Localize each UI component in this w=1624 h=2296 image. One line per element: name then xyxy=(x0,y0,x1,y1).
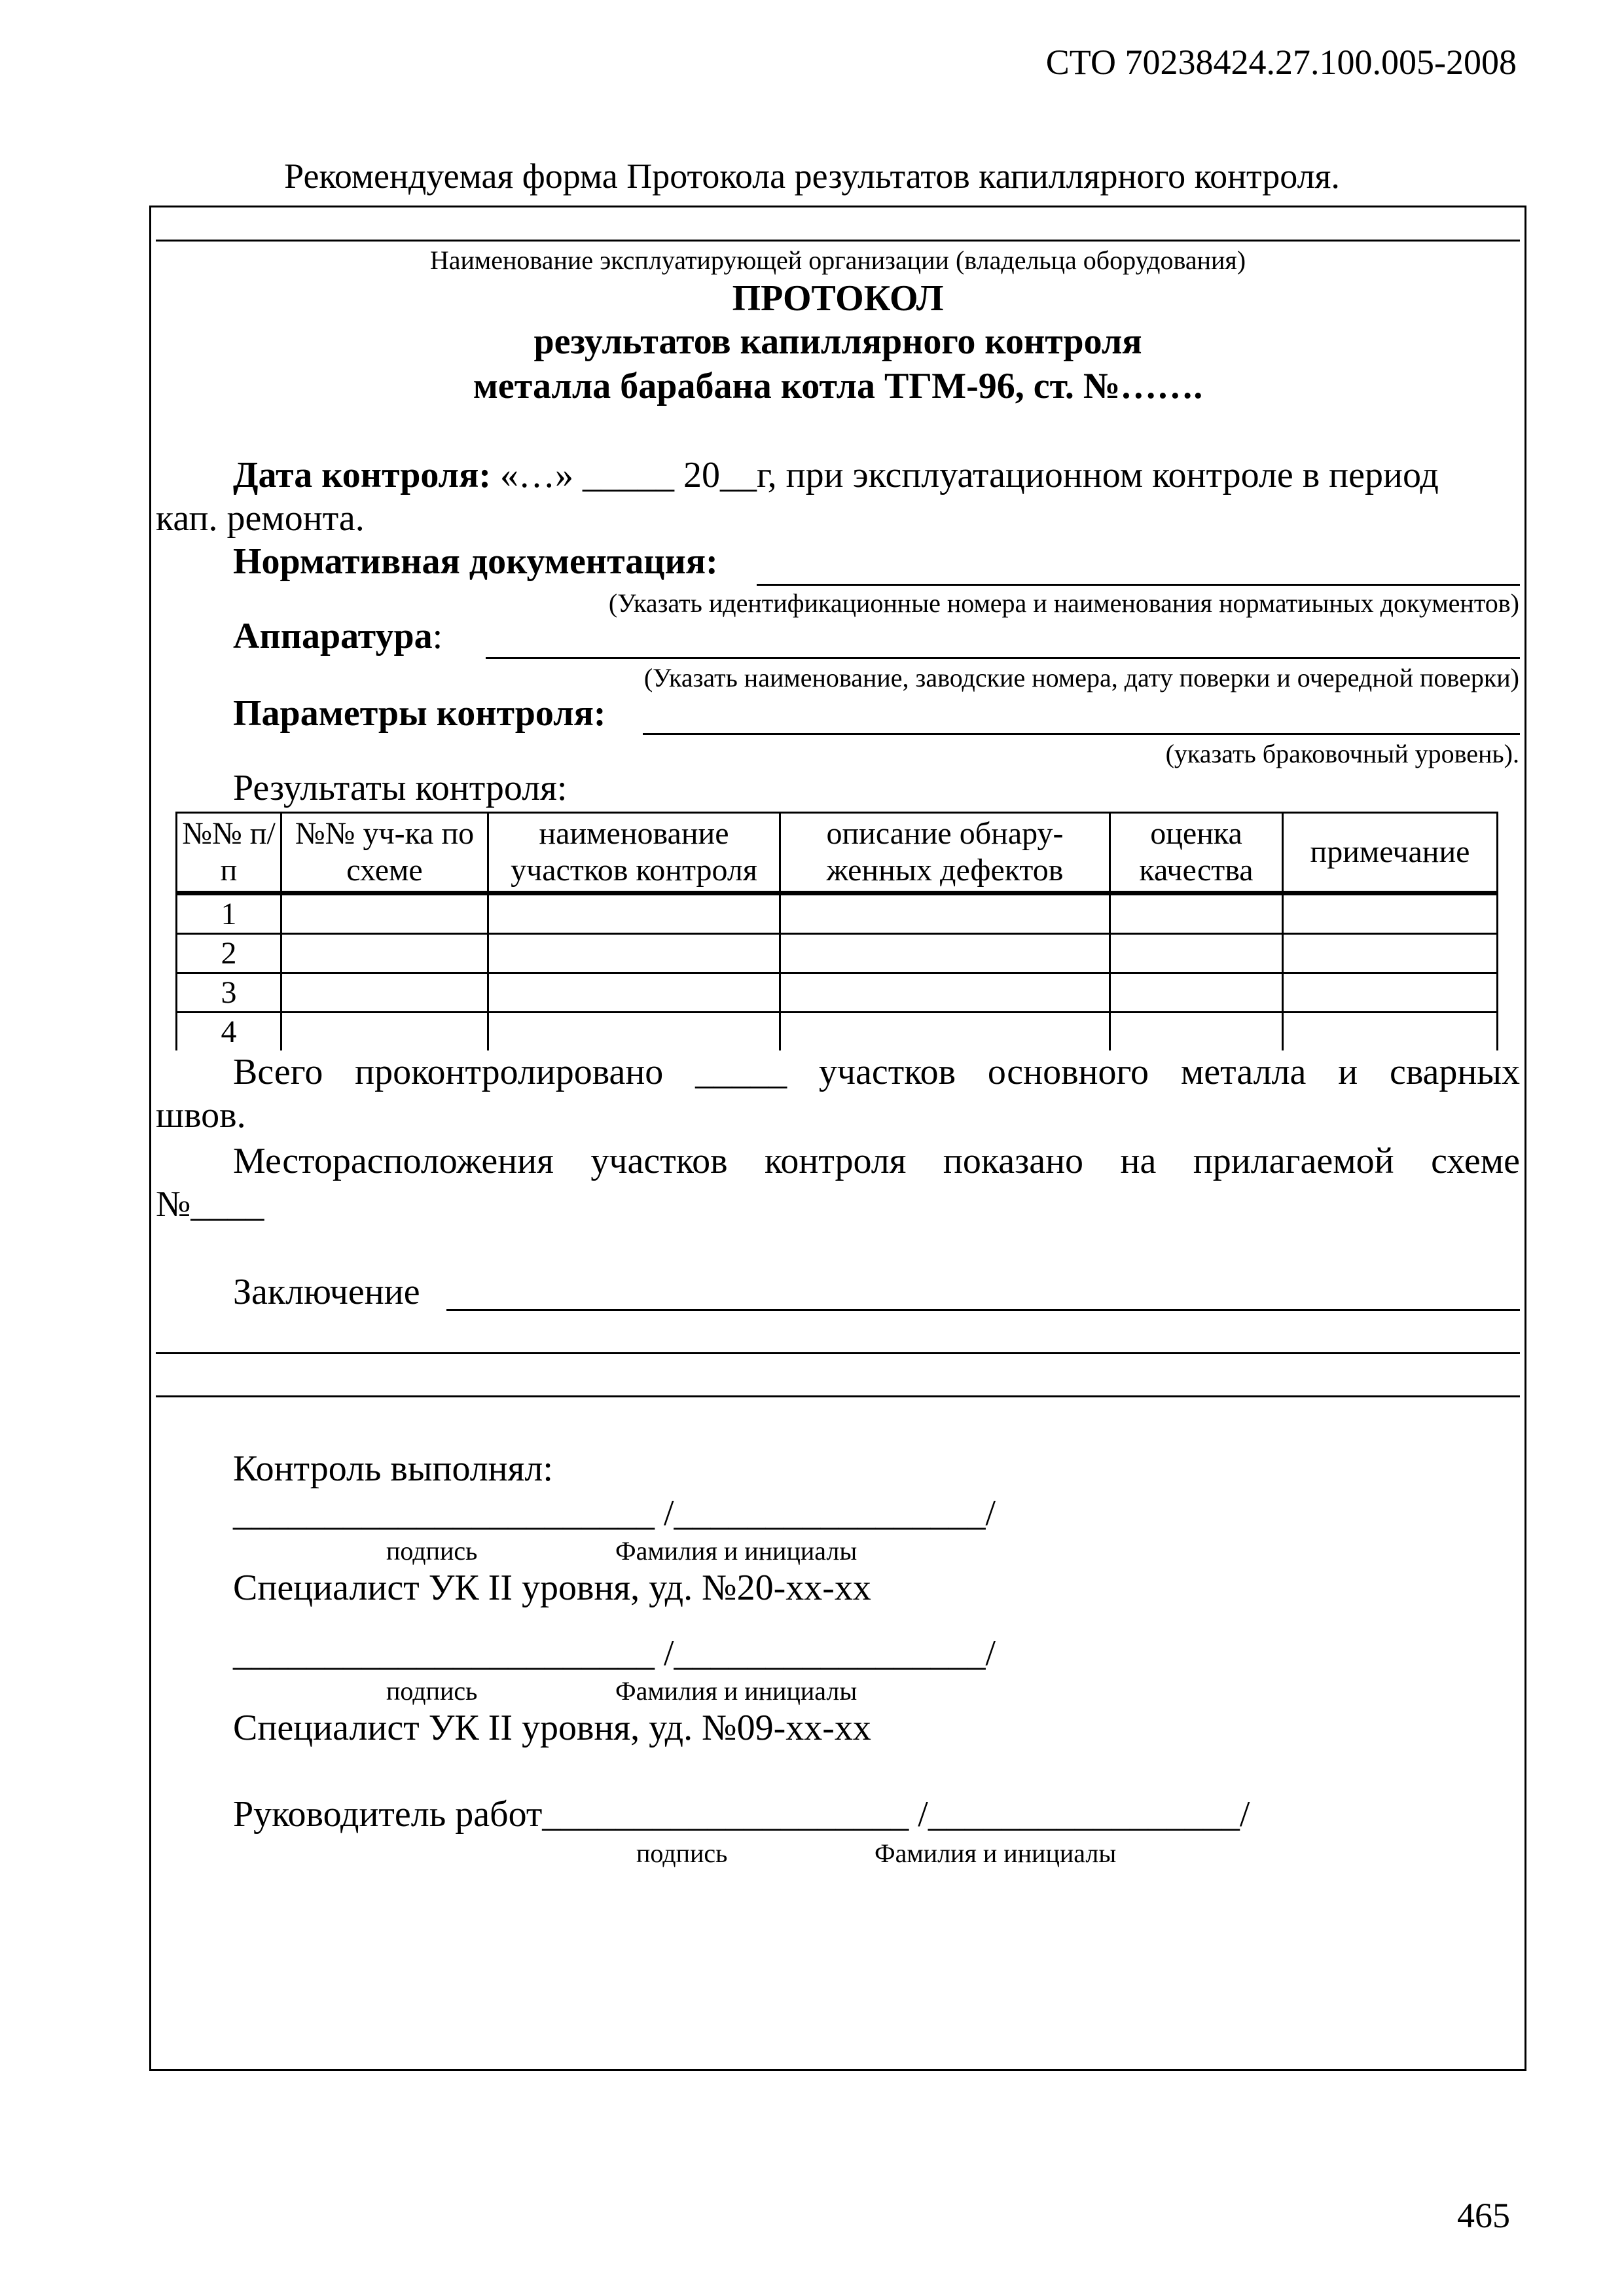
table-cell xyxy=(1110,934,1283,973)
table-row xyxy=(177,934,1498,973)
table-cell xyxy=(488,973,780,1013)
conclusion-label: Заключение xyxy=(233,1272,420,1312)
table-cell xyxy=(488,893,780,934)
control-params-caption: (указать браковочный уровень). xyxy=(1165,739,1519,768)
header-defect-description: описание обнару-женных дефектов xyxy=(780,813,1110,893)
signature-line-2: _______________________ /_________________/ xyxy=(233,1633,996,1674)
table-cell xyxy=(281,1013,488,1051)
header-section-number: №№ уч-ка по схеме xyxy=(281,813,488,893)
results-label: Результаты контроля: xyxy=(233,768,568,808)
table-row xyxy=(177,1013,1498,1051)
equipment-caption: (Указать наименование, заводские номера, дату поверки и очередной поверки) xyxy=(643,663,1519,692)
intro-heading: Рекомендуемая форма Протокола результатов капиллярного контроля. xyxy=(284,156,1340,196)
equipment-label-group xyxy=(233,615,442,657)
protocol-subtitle-1: результатов капиллярного контроля xyxy=(533,321,1142,362)
header-quality-assessment: оценка качества xyxy=(1110,813,1283,893)
protocol-subtitle-2: металла барабана котла ТГМ-96, ст. №……. xyxy=(473,366,1203,406)
scheme-number-field: №____ xyxy=(156,1184,264,1225)
table-cell xyxy=(1283,1013,1498,1051)
conclusion-line-2 xyxy=(156,1352,1520,1354)
table-cell xyxy=(1110,1013,1283,1051)
equipment-label-colon: : xyxy=(432,616,443,656)
control-params-label: Параметры контроля: xyxy=(233,693,606,734)
location-line: Месторасположения участков контроля показано на прилагаемой схеме xyxy=(233,1141,1520,1181)
control-date-continuation: кап. ремонта. xyxy=(156,498,365,539)
table-cell-number: 2 xyxy=(177,934,281,973)
total-checked-continuation: швов. xyxy=(156,1095,246,1136)
conclusion-line-1 xyxy=(446,1309,1520,1311)
header-note: примечание xyxy=(1283,813,1498,893)
table-cell-number: 4 xyxy=(177,1013,281,1051)
signature-line-1: _______________________ /_________________/ xyxy=(233,1493,996,1534)
table-cell xyxy=(780,1013,1110,1051)
normative-docs-line xyxy=(757,584,1520,586)
table-cell xyxy=(281,973,488,1013)
page-number: 465 xyxy=(1457,2196,1510,2235)
name-caption-2: Фамилия и инициалы xyxy=(615,1676,857,1706)
table-cell xyxy=(1283,973,1498,1013)
table-cell xyxy=(281,934,488,973)
document-code: СТО 70238424.27.100.005-2008 xyxy=(1045,43,1517,82)
conclusion-line-3 xyxy=(156,1395,1520,1397)
table-cell xyxy=(1283,934,1498,973)
total-checked-line: Всего проконтролировано _____ участков основного металла и сварных xyxy=(233,1052,1520,1092)
signature-caption-1: подпись xyxy=(386,1536,478,1566)
header-section-name: наименование участков контроля xyxy=(488,813,780,893)
table-cell xyxy=(281,893,488,934)
table-cell xyxy=(1110,893,1283,934)
signature-caption-2: подпись xyxy=(386,1676,478,1706)
equipment-label: Аппаратура xyxy=(233,616,433,656)
normative-docs-caption: (Указать идентификационные номера и наименования норматиыных документов) xyxy=(608,588,1519,618)
table-cell xyxy=(1110,973,1283,1013)
header-row-number: №№ п/п xyxy=(177,813,281,893)
results-table xyxy=(175,812,1498,1050)
table-cell-number: 3 xyxy=(177,973,281,1013)
table-cell-number: 1 xyxy=(177,893,281,934)
normative-docs-label: Нормативная документация: xyxy=(233,541,718,582)
control-date-label: Дата контроля: xyxy=(233,455,492,495)
manager-signature-caption: подпись xyxy=(636,1839,728,1868)
table-cell xyxy=(780,934,1110,973)
name-caption-1: Фамилия и инициалы xyxy=(615,1536,857,1566)
manager-name-caption: Фамилия и инициалы xyxy=(875,1839,1117,1868)
results-table-header-row xyxy=(177,813,1498,893)
table-row xyxy=(177,893,1498,934)
control-date-value: «…» _____ 20__г, при эксплуатационном контроле в период xyxy=(500,455,1439,495)
manager-signature-line: Руководитель работ____________________ /_________________/ xyxy=(233,1794,1250,1835)
performed-by-label: Контроль выполнял: xyxy=(233,1448,553,1489)
specialist-1: Специалист УК II уровня, уд. №20-хх-хх xyxy=(233,1568,871,1608)
equipment-line xyxy=(486,657,1520,659)
protocol-title: ПРОТОКОЛ xyxy=(732,278,944,319)
table-cell xyxy=(488,934,780,973)
table-cell xyxy=(488,1013,780,1051)
control-params-line xyxy=(643,733,1520,735)
table-row xyxy=(177,973,1498,1013)
table-cell xyxy=(780,893,1110,934)
table-cell xyxy=(1283,893,1498,934)
control-date-line xyxy=(233,454,1439,496)
specialist-2: Специалист УК II уровня, уд. №09-хх-хх xyxy=(233,1708,871,1748)
org-name-line xyxy=(156,240,1520,242)
table-cell xyxy=(780,973,1110,1013)
org-name-caption: Наименование эксплуатирующей организации (владельца оборудования) xyxy=(429,245,1246,275)
